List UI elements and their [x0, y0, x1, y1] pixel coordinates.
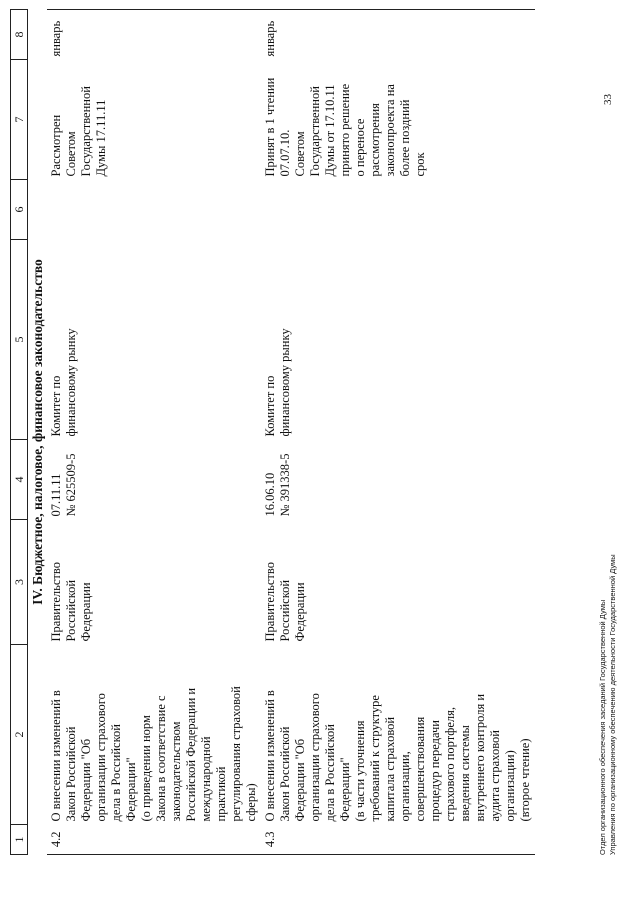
- bill-term: январь: [261, 10, 535, 60]
- header-col-7: 7: [11, 60, 28, 180]
- table-row: [47, 10, 261, 855]
- bill-author: Правительство Российской Федерации: [263, 562, 307, 642]
- bill-author: Правительство Российской Федерации: [49, 562, 93, 642]
- footer: [598, 554, 618, 855]
- legislation-table: [10, 9, 535, 855]
- header-col-3: 3: [11, 520, 28, 645]
- footer-line-1: Отдел организационного обеспечения заседаний Государственной Думы: [598, 599, 607, 855]
- col6-cell: [261, 180, 535, 240]
- responsible-committee: Комитет по финансовому рынку: [49, 328, 78, 437]
- bill-status: 07.07.10. Советом Государственной Думы от 17.10.11 принято решение о переносе рассмотрения законопроекта на более поздний срок: [278, 83, 427, 177]
- header-col-8: 8: [11, 10, 28, 60]
- page-number: 33: [602, 94, 614, 105]
- bill-date-number: 16.06.10 № 391338-5: [263, 453, 292, 517]
- row-number: 4.3: [261, 825, 535, 855]
- header-row: [11, 10, 28, 855]
- header-col-2: 2: [11, 645, 28, 825]
- header-col-1: 1: [11, 825, 28, 855]
- bill-status: Рассмотрен Советом Государственной Думы 17.11.11: [49, 86, 108, 177]
- bill-title: О внесении изменений в Закон Российской Федерации "Об организации страхового дела в Российской Федерации" (о приведении норм Закона в соответствие с законодательством Российской Федерации и международной практикой регулирования страховой сферы): [49, 686, 258, 822]
- header-col-5: 5: [11, 240, 28, 440]
- bill-status-first-line: Принят в 1 чтении: [263, 77, 277, 177]
- section-row: [28, 10, 48, 855]
- footer-line-2: Управления по организационному обеспечению деятельности Государственной Думы: [608, 554, 617, 855]
- bill-status-cell: [261, 60, 535, 180]
- table-row: [261, 10, 535, 855]
- header-col-6: 6: [11, 180, 28, 240]
- bill-date-number: 07.11.11 № 625509-5: [49, 453, 78, 517]
- section-title: IV. Бюджетное, налоговое, финансовое законодательство: [30, 259, 45, 605]
- row-number: 4.2: [47, 825, 261, 855]
- bill-term: январь: [47, 10, 261, 60]
- col6-cell: [47, 180, 261, 240]
- responsible-committee: Комитет по финансовому рынку: [263, 328, 292, 437]
- bill-title: О внесении изменений в Закон Российской Федерации "Об организации страхового дела в Российской Федерации" (в части уточнения требований к структуре капитала страховой организации, совершенствования процедур передачи страхового портфеля, введения системы внутреннего контроля и аудита страховой организации) (второе чтение): [263, 690, 532, 822]
- header-col-4: 4: [11, 440, 28, 520]
